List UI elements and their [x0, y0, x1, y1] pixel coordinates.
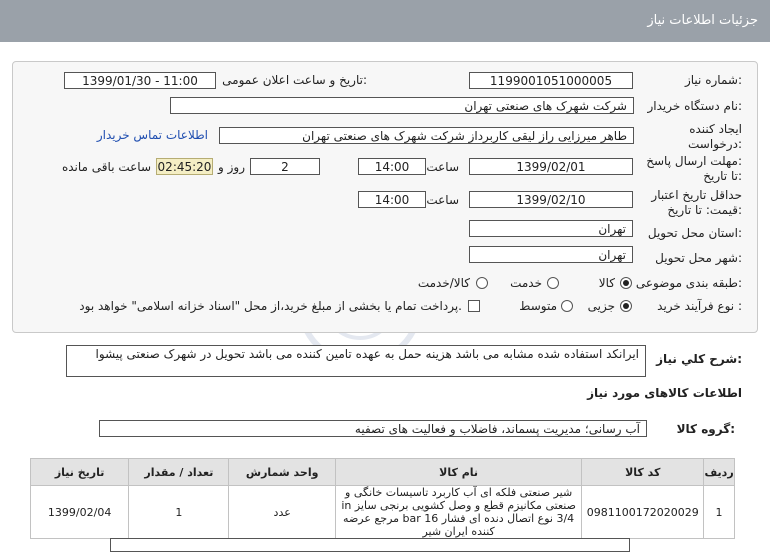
purchase-type-label: نوع فرآیند خرید : — [657, 299, 742, 313]
buyer-org-label: نام دستگاه خریدار: — [647, 99, 742, 113]
validity-label-line1: حداقل تاریخ اعتبار — [651, 188, 742, 202]
days-remaining-field: 2 — [250, 158, 320, 175]
page-header — [0, 0, 770, 42]
validity-time-field: 14:00 — [358, 191, 426, 208]
category-service-radio[interactable] — [547, 277, 559, 289]
table-row — [31, 486, 735, 539]
col-index-header: ردیف — [704, 459, 735, 486]
category-goods-service-radio[interactable] — [476, 277, 488, 289]
remaining-time-field: 02:45:20 — [157, 160, 212, 174]
purchase-minor-label: جزیی — [587, 299, 615, 313]
category-label: طبقه بندی موضوعی: — [635, 276, 742, 290]
deadline-time-label: ساعت — [426, 160, 459, 174]
col-unit-header: واحد شمارش — [229, 459, 335, 486]
creator-field: طاهر میرزایی راز لیقی کاربرداز شرکت شهرک های صنعتی تهران — [219, 127, 634, 144]
need-number-field: 1199001051000005 — [469, 72, 633, 89]
purchase-minor-radio[interactable] — [620, 300, 632, 312]
page-title: جزئیات اطلاعات نیاز — [647, 13, 758, 28]
buyer-org-field: شرکت شهرک های صنعتی تهران — [170, 97, 634, 114]
next-section-field — [110, 538, 630, 552]
col-date-header: تاریخ نیاز — [31, 459, 129, 486]
goods-group-label: گروه کالا: — [676, 422, 735, 436]
table-header-row — [31, 459, 735, 486]
row-name: شیر صنعتی فلکه ای آب کاربرد تاسیسات خانگی و صنعتی مکانیزم قطع و وصل کشویی برنجی سایز in 3/4 نوع اتصال دنده ای فشار bar 16 مرجع عرضه کننده ایران شیر — [335, 486, 582, 539]
treasury-payment-note: پرداخت تمام یا بخشی از مبلغ خرید،از محل "اسناد خزانه اسلامی" خواهد بود. — [79, 299, 462, 313]
province-field: تهران — [469, 220, 633, 237]
row-code: 0981100172020029 — [582, 486, 704, 539]
goods-table — [30, 458, 735, 539]
row-need-date: 1399/02/04 — [31, 486, 129, 539]
purchase-medium-radio[interactable] — [561, 300, 573, 312]
description-field: ایرانکد استفاده شده مشابه می باشد هزینه حمل به عهده تامین کننده می باشد تحویل در شهرک صنعتی پیشوا — [66, 345, 646, 377]
deadline-time-field: 14:00 — [358, 158, 426, 175]
days-label: روز و — [218, 160, 245, 174]
deadline-label-line2: تا تاریخ: — [703, 169, 742, 183]
purchase-medium-label: متوسط — [519, 299, 557, 313]
col-code-header: کد کالا — [582, 459, 704, 486]
row-unit: عدد — [229, 486, 335, 539]
announce-date-label: تاریخ و ساعت اعلان عمومی: — [222, 73, 367, 87]
category-service-label: خدمت — [510, 276, 542, 290]
goods-group-field: آب رسانی؛ مدیریت پسماند، فاضلاب و فعالیت های تصفیه — [99, 420, 647, 437]
category-goods-radio[interactable] — [620, 277, 632, 289]
description-label: شرح کلي نياز: — [656, 352, 742, 366]
deadline-date-field: 1399/02/01 — [469, 158, 633, 175]
validity-date-field: 1399/02/10 — [469, 191, 633, 208]
validity-label-line2: قیمت: تا تاریخ: — [667, 203, 742, 217]
validity-time-label: ساعت — [426, 193, 459, 207]
city-label: شهر محل تحویل: — [655, 251, 742, 265]
province-label: استان محل تحویل: — [647, 226, 742, 240]
city-field: تهران — [469, 246, 633, 263]
remaining-time-label: ساعت باقی مانده — [61, 160, 151, 174]
need-number-label: شماره نیاز: — [684, 73, 742, 87]
creator-label-line1: ایجاد کننده — [689, 122, 742, 136]
category-goods-service-label: کالا/خدمت — [417, 276, 470, 290]
row-quantity: 1 — [129, 486, 229, 539]
col-quantity-header: تعداد / مقدار — [129, 459, 229, 486]
goods-section-title: اطلاعات کالاهای مورد نیاز — [587, 386, 742, 400]
category-goods-label: کالا — [598, 276, 615, 290]
announce-date-field: 1399/01/30 - 11:00 — [64, 72, 216, 89]
creator-label-line2: درخواست: — [688, 137, 742, 151]
buyer-contact-link[interactable]: اطلاعات تماس خریدار — [96, 128, 208, 142]
deadline-label-line1: مهلت ارسال پاسخ: — [646, 154, 742, 168]
col-name-header: نام کالا — [335, 459, 582, 486]
row-index: 1 — [704, 486, 735, 539]
treasury-payment-checkbox[interactable] — [468, 300, 480, 312]
